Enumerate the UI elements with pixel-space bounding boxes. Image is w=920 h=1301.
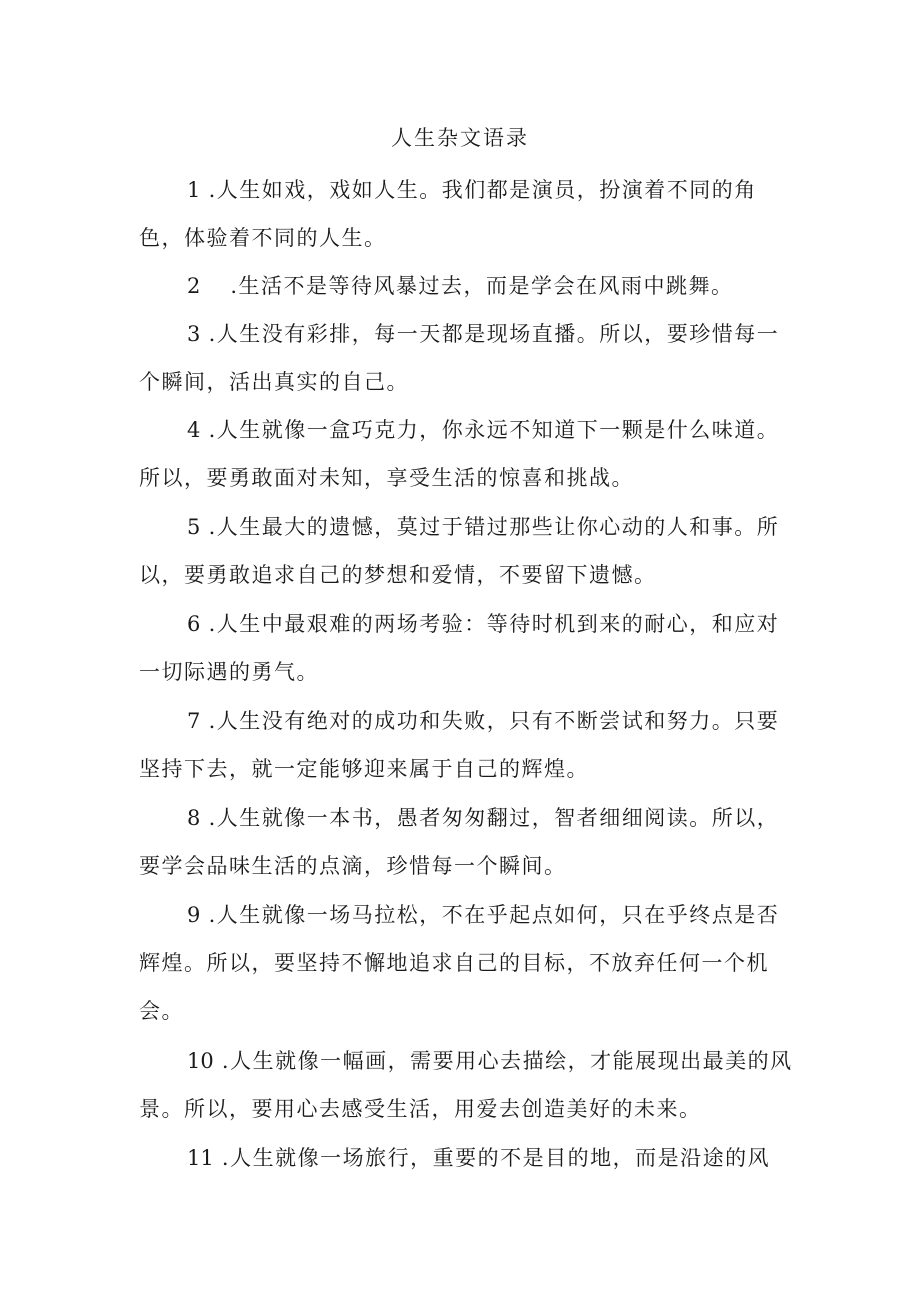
quote-text: .人生如戏，戏如人生。我们都是演员，扮演着不同的角色，体验着不同的人生。 <box>139 178 757 250</box>
quote-text: .人生就像一场旅行，重要的不是目的地，而是沿途的风 <box>221 1146 771 1170</box>
quote-text: .人生没有绝对的成功和失败，只有不断尝试和努力。只要坚持下去，就一定能够迎来属于自己的辉煌。 <box>139 709 780 781</box>
quote-number: 6 <box>187 612 201 636</box>
quote-text: .人生最大的遗憾，莫过于错过那些让你心动的人和事。所以，要勇敢追求自己的梦想和爱情，不要留下遗憾。 <box>139 515 780 587</box>
quote-number: 9 <box>187 903 201 927</box>
quote-item-3 <box>139 310 799 406</box>
quote-text: .人生就像一场马拉松，不在乎起点如何，只在乎终点是否辉煌。所以，要坚持不懈地追求自己的目标，不放弃任何一个机会。 <box>139 903 780 1023</box>
quote-item-1 <box>139 166 799 262</box>
quote-text: .生活不是等待风暴过去，而是学会在风雨中跳舞。 <box>230 274 734 298</box>
quote-text: .人生就像一幅画，需要用心去描绘，才能展现出最美的风景。所以，要用心去感受生活，用爱去创造美好的未来。 <box>139 1049 793 1121</box>
quote-number: 7 <box>187 709 201 733</box>
quote-item-5 <box>139 503 799 599</box>
quote-item-10 <box>139 1037 799 1133</box>
quote-text: .人生就像一盒巧克力，你永远不知道下一颗是什么味道。所以，要勇敢面对未知，享受生活的惊喜和挑战。 <box>139 418 780 490</box>
quote-item-9 <box>139 891 799 1035</box>
quote-item-2 <box>139 262 799 310</box>
quote-text: .人生中最艰难的两场考验：等待时机到来的耐心，和应对一切际遇的勇气。 <box>139 612 780 684</box>
quote-number: 8 <box>187 806 201 830</box>
quote-item-6 <box>139 600 799 696</box>
quote-number: 5 <box>187 515 201 539</box>
quote-item-11 <box>139 1134 799 1182</box>
quote-number: 11 <box>187 1146 214 1170</box>
quote-number: 4 <box>187 418 201 442</box>
quote-item-8 <box>139 794 799 890</box>
quote-number: 1 <box>187 178 201 202</box>
quote-number: 2 <box>187 274 201 298</box>
quote-text: .人生没有彩排，每一天都是现场直播。所以，要珍惜每一个瞬间，活出真实的自己。 <box>139 322 780 394</box>
quote-number: 10 <box>187 1049 214 1073</box>
quote-item-7 <box>139 697 799 793</box>
quote-text: .人生就像一本书，愚者匆匆翻过，智者细细阅读。所以，要学会品味生活的点滴，珍惜每一个瞬间。 <box>139 806 780 878</box>
document-title: 人生杂文语录 <box>391 126 529 150</box>
quote-number: 3 <box>187 322 201 346</box>
quote-item-4 <box>139 406 799 502</box>
